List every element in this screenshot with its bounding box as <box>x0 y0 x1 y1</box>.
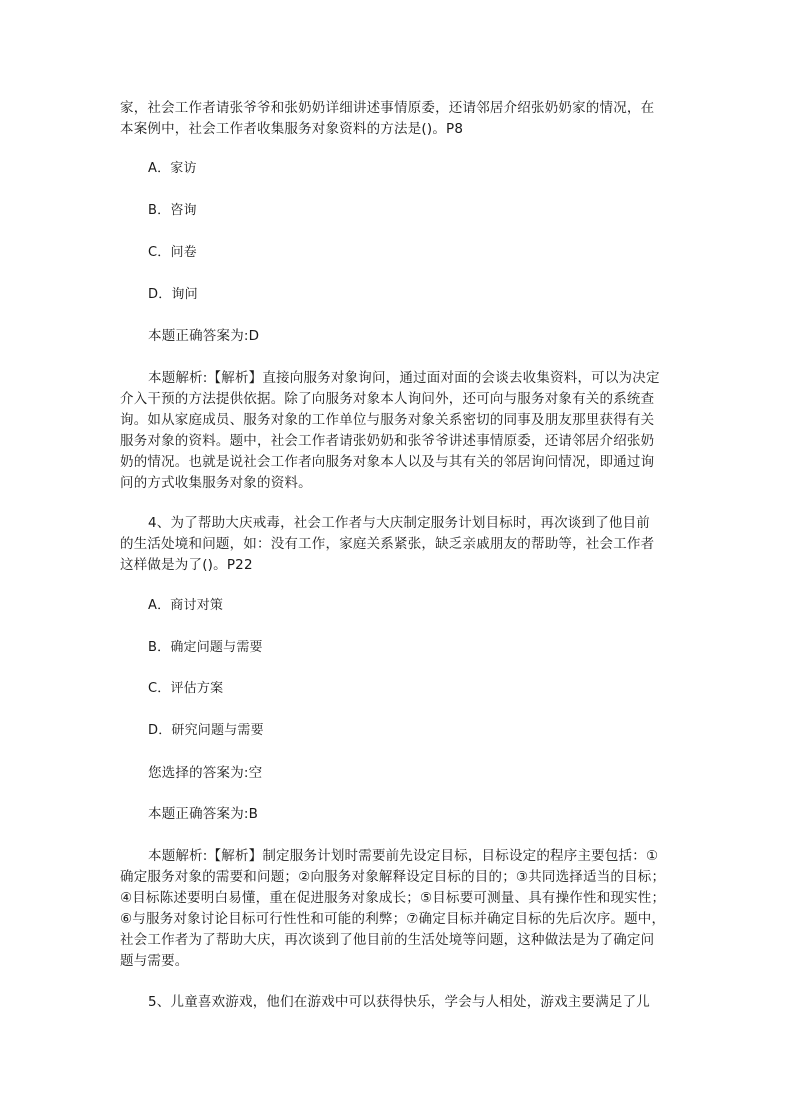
question-text-line: 本案例中，社会工作者收集服务对象资料的方法是()。P8 <box>120 121 464 137</box>
q4-option-d: D．研究问题与需要 <box>148 723 264 738</box>
analysis-line: 本题解析:【解析】制定服务计划时需要前先设定目标，目标设定的程序主要包括：① <box>148 848 659 864</box>
analysis-line: 本题解析:【解析】直接向服务对象询问，通过面对面的会谈去收集资料，可以为决定 <box>148 370 660 386</box>
analysis-line: 奶的情况。也就是说社会工作者向服务对象本人以及与其有关的邻居询问情况，即通过询 <box>120 454 655 470</box>
analysis-line: ④目标陈述要明白易懂，重在促进服务对象成长；⑤目标要可测量、具有操作性和现实性； <box>120 890 666 906</box>
analysis-line: 确定服务对象的需要和问题；②向服务对象解释设定目标的目的；③共同选择适当的目标； <box>120 869 666 885</box>
question-4-text-line: 这样做是为了()。P22 <box>120 557 253 573</box>
analysis-line: 题与需要。 <box>120 953 189 969</box>
your-answer: 您选择的答案为:空 <box>148 765 263 781</box>
analysis-line: 服务对象的资料。题中，社会工作者请张奶奶和张爷爷讲述事情原委，还请邻居介绍张奶 <box>120 433 655 449</box>
q4-option-c: C．评估方案 <box>148 681 224 696</box>
option-c: C．问卷 <box>148 245 197 260</box>
analysis-line: ⑥与服务对象讨论目标可行性性和可能的利弊；⑦确定目标并确定目标的先后次序。题中， <box>120 911 666 927</box>
analysis-line: 介入干预的方法提供依据。除了向服务对象本人询问外，还可向与服务对象有关的系统查 <box>120 391 655 407</box>
analysis-line: 询。如从家庭成员、服务对象的工作单位与服务对象关系密切的同事及朋友那里获得有关 <box>120 412 655 428</box>
option-a: A．家访 <box>148 161 197 176</box>
question-text-line: 家，社会工作者请张爷爷和张奶奶详细讲述事情原委，还请邻居介绍张奶奶家的情况，在 <box>120 100 655 116</box>
analysis-line: 问的方式收集服务对象的资料。 <box>120 475 312 491</box>
q4-option-a: A．商讨对策 <box>148 598 224 613</box>
analysis-line: 社会工作者为了帮助大庆，再次谈到了他目前的生活处境等问题，这种做法是为了确定问 <box>120 932 655 948</box>
correct-answer: 本题正确答案为:B <box>148 806 259 822</box>
option-b: B．咨询 <box>148 203 197 218</box>
correct-answer: 本题正确答案为:D <box>148 328 260 344</box>
question-4-text-line: 4、为了帮助大庆戒毒，社会工作者与大庆制定服务计划目标时，再次谈到了他目前 <box>148 515 650 531</box>
q4-option-b: B．确定问题与需要 <box>148 640 263 655</box>
question-5-text-line: 5、儿童喜欢游戏，他们在游戏中可以获得快乐，学会与人相处，游戏主要满足了儿 <box>148 994 650 1010</box>
option-d: D．询问 <box>148 287 198 302</box>
question-4-text-line: 的生活处境和问题，如：没有工作，家庭关系紧张，缺乏亲戚朋友的帮助等，社会工作者 <box>120 536 655 552</box>
